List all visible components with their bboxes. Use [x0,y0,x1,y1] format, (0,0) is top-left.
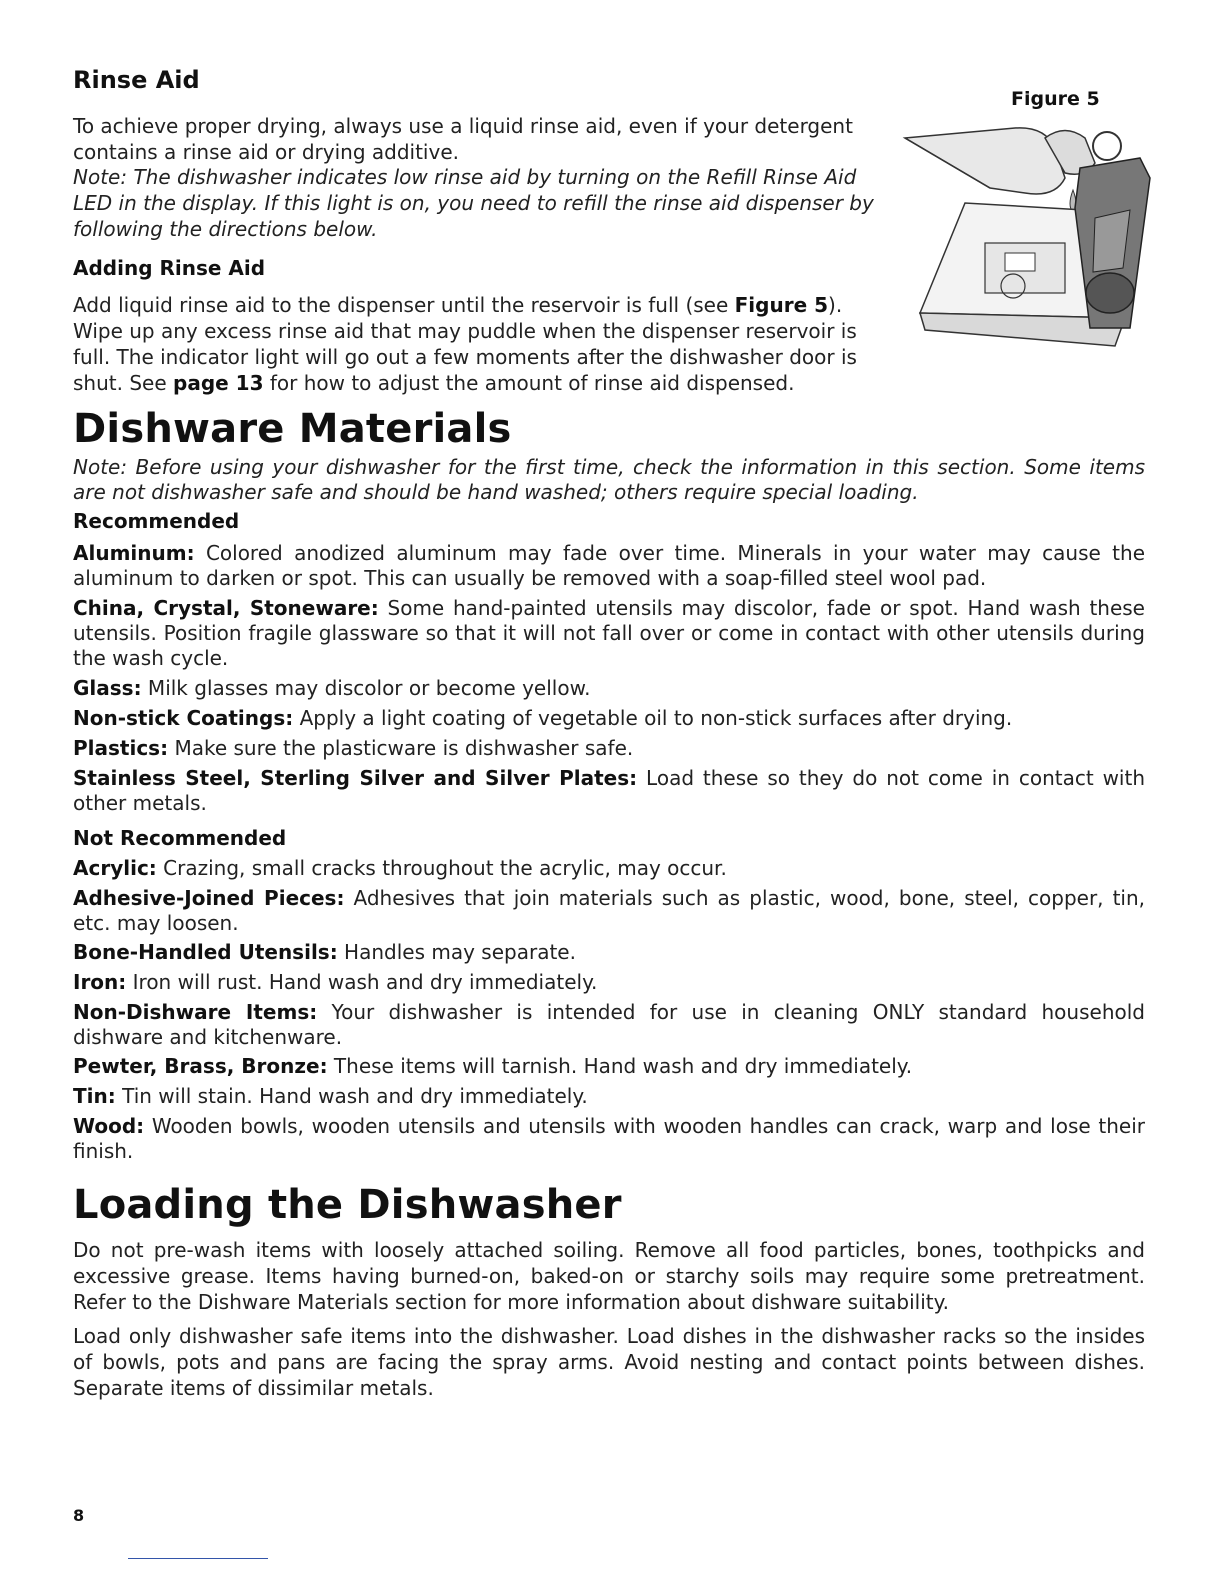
adding-rinse-aid-body [73,292,888,396]
not-recommended-item [73,970,1145,995]
recommended-item [73,766,1145,816]
item-text: Some hand-painted utensils may discolor, fade or spot. Hand wash these utensils. Position fragile glassware so that it will not fall over or come in contact with other utensils during the wash cycle. [73,596,1145,670]
item-term: Glass: [73,676,142,700]
item-term: Iron: [73,970,127,994]
not-recommended-item [73,940,1145,965]
not-recommended-item [73,1114,1145,1164]
not-recommended-item [73,1000,1145,1050]
item-text: Handles may separate. [337,940,576,964]
not-recommended-item [73,1054,1145,1079]
item-term: Non-stick Coatings: [73,706,294,730]
figure-5-reference: Figure 5 [734,293,829,317]
page-13-reference: page 13 [173,371,264,395]
item-text: Apply a light coating of vegetable oil to non-stick surfaces after drying. [293,706,1013,730]
item-text: Your dishwasher is intended for use in cleaning ONLY standard household dishware and kitchenware. [73,1000,1145,1049]
not-recommended-item [73,856,1145,881]
item-text: Milk glasses may discolor or become yellow. [141,676,591,700]
recommended-item [73,596,1145,671]
rinse-aid-heading: Rinse Aid [73,66,200,94]
figure-label: Figure 5 [1011,88,1100,110]
item-term: Wood: [73,1114,145,1138]
item-text: Colored anodized aluminum may fade over time. Minerals in your water may cause the aluminum to darken or spot. This can usually be removed with a soap-filled steel wool pad. [73,541,1145,590]
dishware-materials-heading: Dishware Materials [73,406,512,452]
item-term: China, Crystal, Stoneware: [73,596,379,620]
recommended-item [73,541,1145,591]
dishware-materials-note: Note: Before using your dishwasher for the first time, check the information in this section. Some items are not dishwasher safe and should be hand washed; others require special loading. [73,455,1145,504]
item-term: Bone-Handled Utensils: [73,940,338,964]
rinse-aid-note: Note: The dishwasher indicates low rinse aid by turning on the Refill Rinse Aid LED in the display. If this light is on, you need to refill the rinse aid dispenser by following the directions below. [73,165,874,241]
item-text: Adhesives that join materials such as plastic, wood, bone, steel, copper, tin, etc. may loosen. [73,886,1146,935]
rinse-aid-dispenser-figure [895,118,1195,368]
footer-rule [128,1558,268,1559]
item-text: These items will tarnish. Hand wash and dry immediately. [327,1054,913,1078]
recommended-heading: Recommended [73,509,240,533]
item-term: Stainless Steel, Sterling Silver and Silver Plates: [73,766,638,790]
item-term: Adhesive-Joined Pieces: [73,886,345,910]
item-term: Non-Dishware Items: [73,1000,318,1024]
body-text-2: ). Wipe up any excess rinse aid that may puddle when the dispenser reservoir is full. The indicator light will go out a few moments after the dishwasher door is shut. See [73,293,857,395]
loading-heading: Loading the Dishwasher [73,1182,622,1228]
item-term: Pewter, Brass, Bronze: [73,1054,328,1078]
item-text: Iron will rust. Hand wash and dry immediately. [126,970,598,994]
recommended-item [73,736,1145,761]
loading-paragraph-2: Load only dishwasher safe items into the dishwasher. Load dishes in the dishwasher racks so the insides of bowls, pots and pans are facing the spray arms. Avoid nesting and contact points between dishes. Separate items of dissimilar metals. [73,1324,1145,1400]
not-recommended-item [73,1084,1145,1109]
body-text-1: Add liquid rinse aid to the dispenser until the reservoir is full (see [73,293,735,317]
loading-paragraph-1: Do not pre-wash items with loosely attached soiling. Remove all food particles, bones, toothpicks and excessive grease. Items having burned-on, baked-on or starchy soils may require some pretreatment. Refer to the Dishware Materials section for more information about dishware suitability. [73,1238,1145,1314]
item-term: Plastics: [73,736,169,760]
item-text: Crazing, small cracks throughout the acrylic, may occur. [156,856,727,880]
adding-rinse-aid-heading: Adding Rinse Aid [73,256,266,280]
body-text-3: for how to adjust the amount of rinse aid dispensed. [263,371,795,395]
item-text: Wooden bowls, wooden utensils and utensils with wooden handles can crack, warp and lose their finish. [73,1114,1145,1163]
item-text: Load these so they do not come in contact with other metals. [73,766,1145,815]
item-term: Aluminum: [73,541,195,565]
rinse-aid-intro: To achieve proper drying, always use a liquid rinse aid, even if your detergent contains a rinse aid or drying additive. [73,114,853,164]
item-text: Make sure the plasticware is dishwasher safe. [168,736,634,760]
not-recommended-item [73,886,1145,936]
item-text: Tin will stain. Hand wash and dry immediately. [115,1084,588,1108]
recommended-item [73,706,1145,731]
recommended-item [73,676,1145,701]
item-term: Acrylic: [73,856,157,880]
not-recommended-heading: Not Recommended [73,826,287,850]
item-term: Tin: [73,1084,116,1108]
page-number: 8 [73,1506,85,1525]
